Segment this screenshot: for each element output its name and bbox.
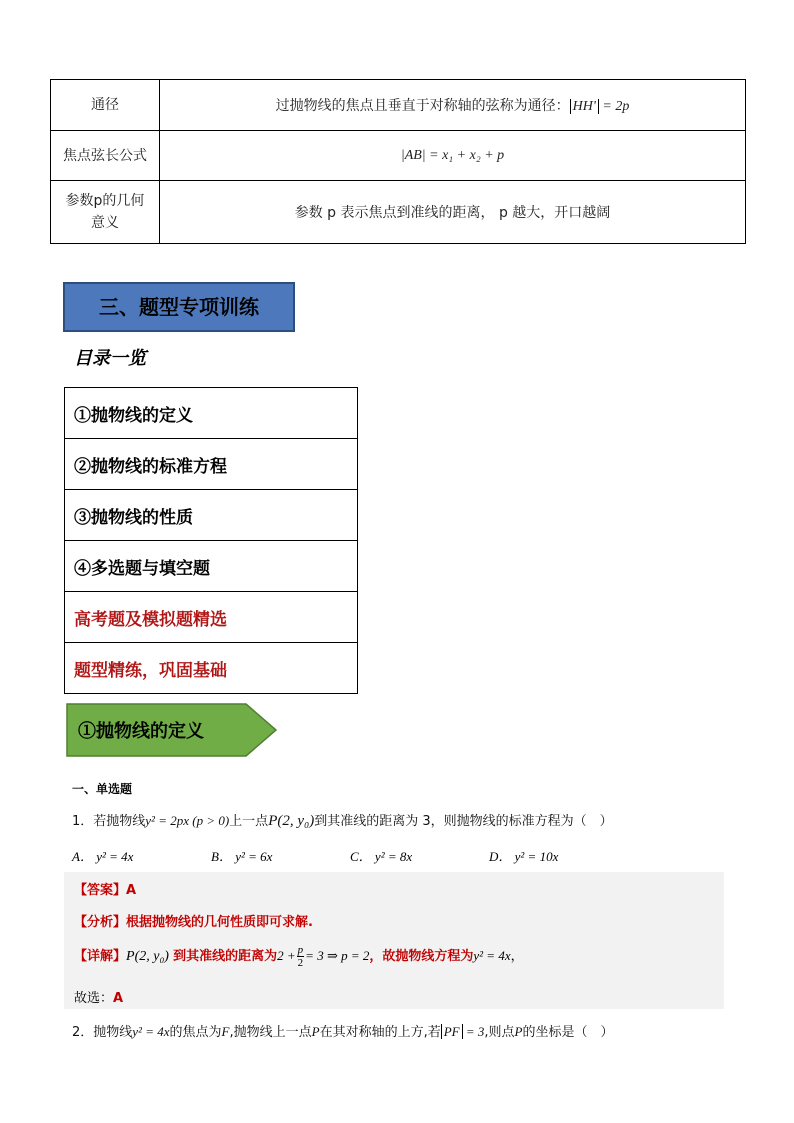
q-text: 1．若抛物线 [72,814,146,829]
detail-line [74,944,524,969]
row-value: 参数 p 表示焦点到准线的距离， p 越大，开口越阔 [160,181,746,244]
toc-item[interactable]: ①抛物线的定义 [65,388,358,439]
detail-point: P(2, y₀) [126,949,169,964]
subheading: 一、单选题 [72,782,133,796]
q-symbol: P [514,1024,523,1039]
row-key [51,181,160,244]
fraction-num: p [297,944,304,956]
q-equation: y² = 4x [132,1024,170,1039]
row-key-text: 参数p的几何意义 [65,193,145,231]
q-text: 上一点 [229,814,269,829]
q-text: 的坐标是（ ） [522,1025,614,1040]
detail-math: = 3 ⇒ p = 2 [305,948,370,963]
row-formula: |AB| = x₁ + x₂ + p [160,131,746,181]
row-key [51,131,160,181]
detail-tag: 【详解】 [74,949,127,964]
toc-item[interactable]: 高考题及模拟题精选 [65,592,358,643]
table-row [51,80,746,131]
q-text: 在其对称轴的上方,若 [319,1025,441,1040]
q-text: ,抛物线上一点 [229,1025,312,1040]
section-tab-label: ①抛物线的定义 [78,721,204,742]
answer-value: A [126,883,137,898]
formula-lhs: HH' [570,99,599,114]
property-table [50,79,746,244]
analysis-line [74,911,313,930]
row-key-text: 焦点弦长公式 [63,147,147,164]
fraction [297,944,305,969]
fraction-den: 2 [297,957,304,969]
choose-value: A [113,991,124,1006]
toc-item[interactable]: 题型精练，巩固基础 [65,643,358,694]
formula-rhs: = 2p [602,99,630,114]
analysis-text: 根据抛物线的几何性质即可求解. [126,915,313,930]
toc-item[interactable]: ②抛物线的标准方程 [65,439,358,490]
question-1 [72,810,613,830]
q-text: 的焦点为 [169,1025,222,1040]
row-value [160,80,746,131]
option-a[interactable]: A． y² = 4x [72,849,134,864]
analysis-tag: 【分析】 [74,915,127,930]
row-key: 通径 [51,80,160,131]
detail-math: y² = 4x [473,948,511,963]
toc-title: 目录一览 [74,348,146,369]
option-b[interactable]: B． y² = 6x [211,849,273,864]
answer-line [74,879,136,898]
question-2 [72,1021,613,1040]
detail-math: 2 + [277,948,296,963]
answer-box [64,872,724,1009]
q-equation: y² = 2px (p > 0) [145,813,230,828]
q-symbol: P [311,1024,320,1039]
q-math: = 3 [465,1024,485,1039]
option-c[interactable]: C． y² = 8x [350,849,413,864]
toc-item[interactable]: ④多选题与填空题 [65,541,358,592]
choose-label: 故选： [74,991,114,1006]
q-abs: PF [441,1024,463,1039]
table-row [51,131,746,181]
choose-line [74,987,123,1006]
q-symbol: F [221,1024,230,1039]
section-banner: 三、题型专项训练 [63,282,295,332]
option-d[interactable]: D． y² = 10x [489,849,559,864]
question-1-options [72,846,628,865]
answer-tag: 【答案】 [74,883,127,898]
q-text: 到其准线的距离为 3，则抛物线的标准方程为（ ） [314,814,613,829]
detail-text: 到其准线的距离为 [173,949,278,964]
toc-item[interactable]: ③抛物线的性质 [65,490,358,541]
detail-text: ， [510,949,524,964]
table-row [51,181,746,244]
detail-text: ，故抛物线方程为 [369,949,474,964]
q-text: ,则点 [484,1025,515,1040]
q-point: P(2, y₀) [268,813,315,829]
row-text: 过抛物线的焦点且垂直于对称轴的弦称为通径： [275,98,570,114]
toc-table [64,387,358,694]
q-text: 2．抛物线 [72,1025,133,1040]
